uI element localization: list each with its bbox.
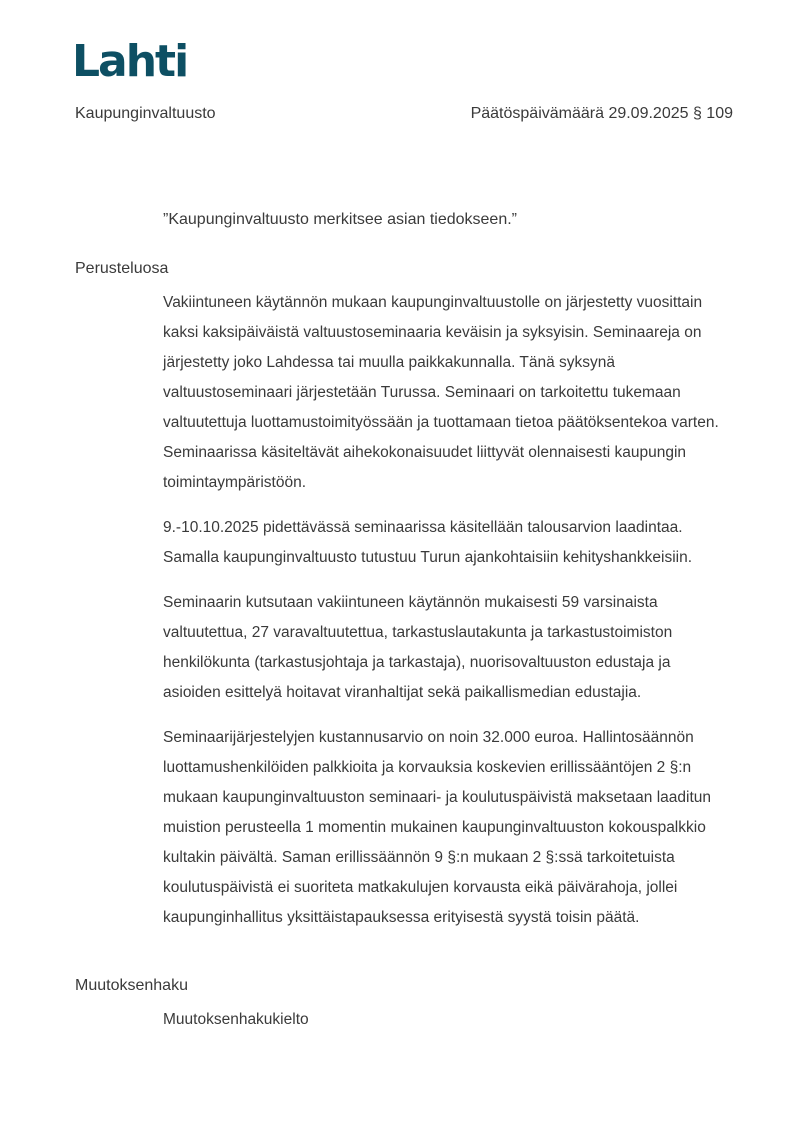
paragraph-costs: Seminaarijärjestelyjen kustannusarvio on noin 32.000 euroa. Hallintosäännön luottamushenkilöiden palkkioita ja korvauksia koskevien erillissääntöjen 2 §:n mukaan kaupunginvaltuuston seminaari- ja koulutuspäivistä maksetaan laaditun muistion perusteella 1 momentin mukainen kaupunginvaltuuston kokouspalkkio kultakin päivältä. Saman erillissäännön 9 §:n mukaan 2 §:ssä tarkoitetuista koulutuspäivistä ei suoriteta matkakulujen korvausta eikä päivärahoja, jollei kaupunginhallitus yksittäistapauksessa erityisestä syystä toisin päätä. — [163, 729, 711, 926]
section-heading-muutoksenhaku: Muutoksenhaku — [75, 977, 188, 994]
lahti-logo: Lahti — [72, 36, 188, 87]
section-body-perusteluosa — [163, 288, 719, 933]
header-decision-date: Päätöspäivämäärä 29.09.2025 § 109 — [470, 105, 733, 122]
section-perusteluosa — [75, 258, 733, 933]
section-body-muutoksenhaku — [163, 1005, 719, 1035]
header-org-label: Kaupunginvaltuusto — [75, 105, 216, 122]
paragraph-appeal-prohibition: Muutoksenhakukielto — [163, 1011, 309, 1028]
document-header — [75, 104, 733, 124]
section-heading-perusteluosa: Perusteluosa — [75, 260, 169, 277]
paragraph-invitees: Seminaarin kutsutaan vakiintuneen käytännön mukaisesti 59 varsinaista valtuutettua, 27 varavaltuutettua, tarkastuslautakunta ja tarkastustoimiston henkilökunta (tarkastusjohtaja ja tarkastaja), nuorisovaltuuston edustaja ja asioiden esittelyä hoitavat viranhaltijat sekä paikallismedian edustajia. — [163, 594, 673, 701]
paragraph-seminar-practice: Vakiintuneen käytännön mukaan kaupunginvaltuustolle on järjestetty vuosittain kaksi kaksipäiväistä valtuustoseminaaria keväisin ja syksyisin. Seminaareja on järjestetty joko Lahdessa tai muulla paikkakunnalla. Tänä syksynä valtuustoseminaari järjestetään Turussa. Seminaari on tarkoitettu tukemaan valtuutettuja luottamustoimityössään ja tuottamaan tietoa päätöksentekoa varten. Seminaarissa käsiteltävät aihekokonaisuudet liittyvät olennaisesti kaupungin toimintaympäristöön. — [163, 294, 719, 491]
decision-quote: ”Kaupunginvaltuusto merkitsee asian tiedokseen.” — [163, 211, 517, 228]
section-muutoksenhaku — [75, 975, 733, 1035]
paragraph-seminar-dates: 9.-10.10.2025 pidettävässä seminaarissa käsitellään talousarvion laadintaa. Samalla kaupunginvaltuusto tutustuu Turun ajankohtaisiin kehityshankkeisiin. — [163, 519, 693, 566]
